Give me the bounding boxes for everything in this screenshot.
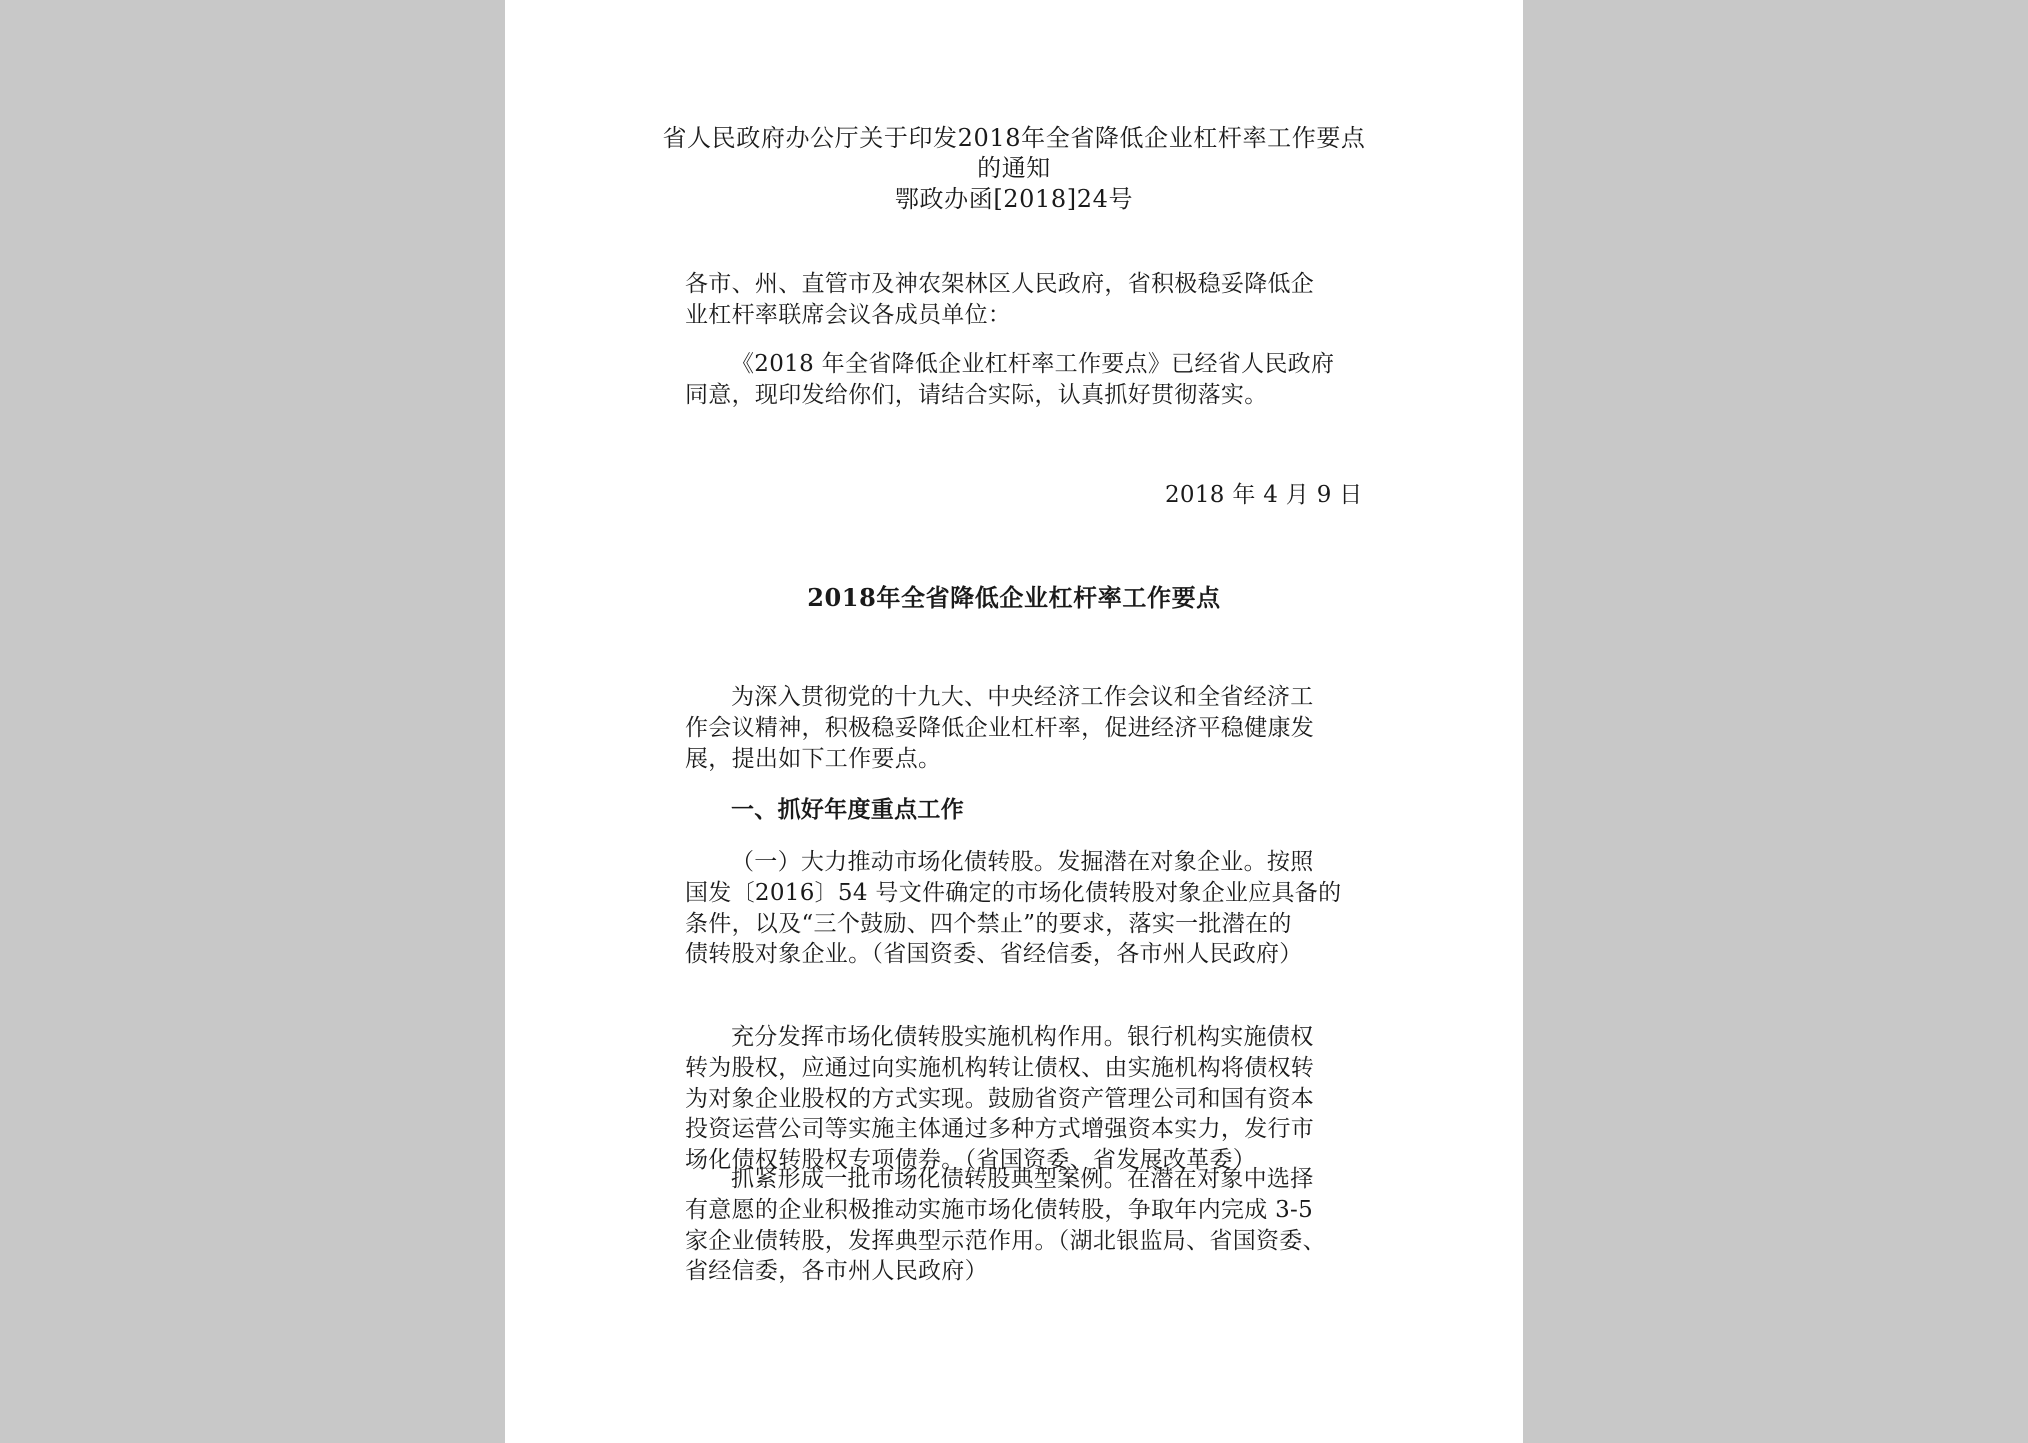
paragraph-2-line-4: 投资运营公司等实施主体通过多种方式增强资本实力，发行市 — [685, 1116, 1315, 1142]
notice-title-line-1: 省人民政府办公厅关于印发2018年全省降低企业杠杆率工作要点 — [662, 124, 1366, 152]
paragraph-1-line-1: （一）大力推动市场化债转股。发掘潜在对象企业。按照 — [731, 849, 1314, 875]
paragraph-1-line-4: 债转股对象企业。（省国资委、省经信委，各市州人民政府） — [685, 941, 1303, 967]
paragraph-2-line-2: 转为股权，应通过向实施机构转让债权、由实施机构将债权转 — [685, 1055, 1315, 1081]
paragraph-2-line-3: 为对象企业股权的方式实现。鼓励省资产管理公司和国有资本 — [685, 1086, 1315, 1112]
recipients-line-2: 业杠杆率联席会议各成员单位： — [685, 302, 1012, 328]
notice-date: 2018 年 4 月 9 日 — [1165, 482, 1363, 508]
paragraph-3-line-2: 有意愿的企业积极推动实施市场化债转股，争取年内完成 3-5 — [685, 1197, 1314, 1223]
intro-line-3: 展，提出如下工作要点。 — [685, 746, 942, 772]
intro-line-1: 为深入贯彻党的十九大、中央经济工作会议和全省经济工 — [731, 684, 1314, 710]
paragraph-2-line-1: 充分发挥市场化债转股实施机构作用。银行机构实施债权 — [731, 1024, 1314, 1050]
document-page — [505, 0, 1523, 1443]
document-number: 鄂政办函[2018]24号 — [894, 185, 1134, 213]
notice-body-line-1: 《2018 年全省降低企业杠杆率工作要点》已经省人民政府 — [731, 351, 1335, 377]
paragraph-3-line-3: 家企业债转股，发挥典型示范作用。（湖北银监局、省国资委、 — [685, 1228, 1326, 1254]
paragraph-3-line-4: 省经信委，各市州人民政府） — [685, 1258, 988, 1284]
notice-body-line-2: 同意，现印发给你们，请结合实际，认真抓好贯彻落实。 — [685, 382, 1268, 408]
intro-line-2: 作会议精神，积极稳妥降低企业杠杆率，促进经济平稳健康发 — [685, 715, 1315, 741]
section-1-heading: 一、抓好年度重点工作 — [731, 796, 964, 823]
plan-title: 2018年全省降低企业杠杆率工作要点 — [807, 583, 1221, 612]
paragraph-2-line-5: 场化债权转股权专项债券。（省国资委、省发展改革委） — [685, 1147, 1256, 1173]
paragraph-1-line-3: 条件，以及“三个鼓励、四个禁止”的要求，落实一批潜在的 — [685, 911, 1292, 937]
notice-title-line-2: 的通知 — [977, 154, 1051, 182]
paragraph-3-line-1: 抓紧形成一批市场化债转股典型案例。在潜在对象中选择 — [731, 1166, 1314, 1192]
recipients-line-1: 各市、州、直管市及神农架林区人民政府，省积极稳妥降低企 — [685, 271, 1315, 297]
paragraph-1-line-2: 国发〔2016〕54 号文件确定的市场化债转股对象企业应具备的 — [685, 880, 1342, 906]
